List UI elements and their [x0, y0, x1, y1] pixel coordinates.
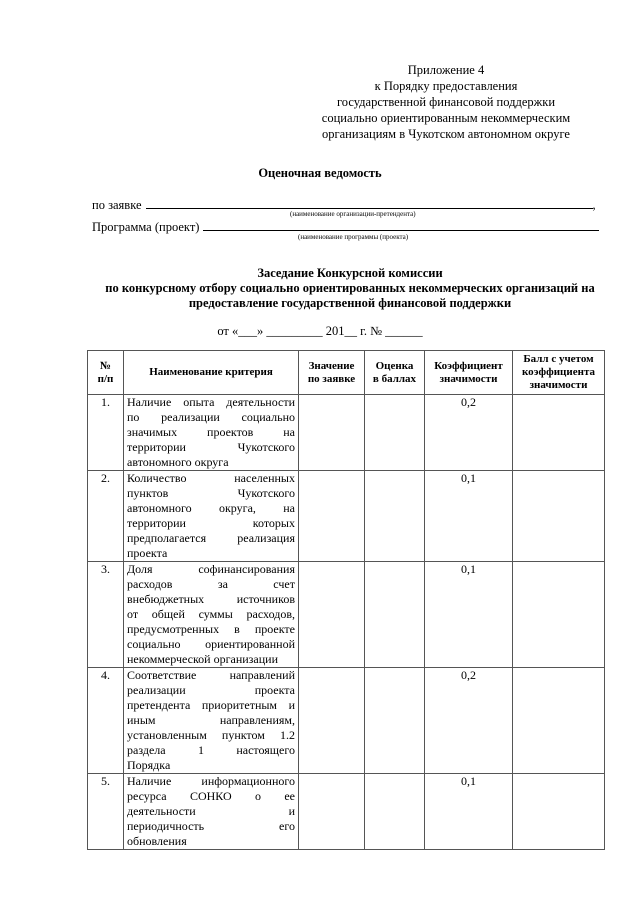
criterion-line: значимых проектов на: [127, 425, 295, 439]
criterion-line: проекта: [127, 546, 168, 560]
row-criterion: [124, 668, 299, 774]
row-criterion: [124, 562, 299, 668]
row-coefficient: 0,2: [425, 395, 513, 471]
row-value: [299, 774, 365, 850]
row-value: [299, 395, 365, 471]
row-criterion: [124, 395, 299, 471]
row-score: [365, 395, 425, 471]
application-blank: [146, 196, 593, 209]
criterion-line: ресурса СОНКО о ее: [127, 789, 295, 803]
row-number: 3.: [88, 562, 124, 668]
evaluation-table: [87, 350, 605, 850]
row-number: 2.: [88, 471, 124, 562]
criterion-line: Наличие информационного: [127, 774, 295, 788]
criterion-line: периодичность его: [127, 819, 295, 833]
appendix-line: к Порядку предоставления: [374, 79, 518, 93]
header-value: Значение по заявке: [299, 351, 365, 395]
row-criterion: [124, 471, 299, 562]
row-criterion: [124, 774, 299, 850]
header-criterion: Наименование критерия: [124, 351, 299, 395]
criterion-line: от общей суммы расходов,: [127, 607, 295, 621]
criterion-line: внебюджетных источников: [127, 592, 295, 606]
row-value: [299, 562, 365, 668]
row-weighted: [513, 668, 605, 774]
criterion-line: Количество населенных: [127, 471, 295, 485]
criterion-line: Соответствие направлений: [127, 668, 295, 682]
header-num: № п/п: [88, 351, 124, 395]
appendix-line: Приложение 4: [407, 63, 485, 77]
table-row: [88, 471, 605, 562]
criterion-line: пунктов Чукотского: [127, 486, 295, 500]
appendix-line: государственной финансовой поддержки: [336, 95, 556, 109]
header-weighted: Балл с учетом коэффициента значимости: [513, 351, 605, 395]
row-weighted: [513, 395, 605, 471]
table-row: [88, 562, 605, 668]
criterion-line: территории которых: [127, 516, 295, 530]
row-score: [365, 471, 425, 562]
criterion-line: территории Чукотского: [127, 440, 295, 454]
row-number: 5.: [88, 774, 124, 850]
row-value: [299, 471, 365, 562]
criterion-line: деятельности и: [127, 804, 295, 818]
row-coefficient: 0,1: [425, 471, 513, 562]
meeting-line: предоставление государственной финансовой поддержки: [188, 296, 512, 310]
criterion-line: Доля софинансирования: [127, 562, 295, 576]
table-row: [88, 395, 605, 471]
criterion-line: расходов за счет: [127, 577, 295, 591]
row-weighted: [513, 774, 605, 850]
document-title: Оценочная ведомость: [258, 166, 382, 180]
criterion-line: предполагается реализация: [127, 531, 295, 545]
criterion-line: некоммерческой организации: [127, 652, 279, 666]
meeting-heading: [60, 266, 640, 311]
meeting-date-line: от «___» _________ 201__ г. № ______: [217, 324, 423, 338]
criterion-line: раздела 1 настоящего: [127, 743, 295, 757]
table-row: [88, 668, 605, 774]
criterion-line: установленным пунктом 1.2: [127, 728, 295, 742]
row-number: 4.: [88, 668, 124, 774]
appendix-line: организациям в Чукотском автономном округе: [322, 127, 570, 141]
header-coefficient: Коэффициент значимости: [425, 351, 513, 395]
table-row: [88, 774, 605, 850]
application-label: по заявке: [92, 198, 142, 212]
header-score: Оценка в баллах: [365, 351, 425, 395]
program-label: Программа (проект): [92, 220, 200, 234]
meeting-line: Заседание Конкурсной комиссии: [257, 266, 443, 280]
criterion-line: по реализации социально: [127, 410, 295, 424]
row-coefficient: 0,1: [425, 774, 513, 850]
row-coefficient: 0,2: [425, 668, 513, 774]
criterion-line: иным направлениям,: [127, 713, 295, 727]
row-value: [299, 668, 365, 774]
criterion-line: предусмотренных в проекте: [127, 622, 295, 636]
row-number: 1.: [88, 395, 124, 471]
meeting-line: по конкурсному отбору социально ориентированных некоммерческих организаций на: [105, 281, 595, 295]
appendix-line: социально ориентированным некоммерческим: [321, 111, 571, 125]
program-hint: (наименование программы (проекта): [298, 233, 409, 241]
criterion-line: социально ориентированной: [127, 637, 295, 651]
criterion-line: автономного округа, на: [127, 501, 295, 515]
application-end: ,: [592, 198, 596, 212]
criterion-line: Наличие опыта деятельности: [127, 395, 295, 409]
row-coefficient: 0,1: [425, 562, 513, 668]
criterion-line: претендента приоритетным и: [127, 698, 295, 712]
program-blank: [203, 218, 599, 231]
table-header-row: [88, 351, 605, 395]
row-score: [365, 668, 425, 774]
application-hint: (наименование организации-претендента): [290, 210, 416, 218]
criterion-line: автономного округа: [127, 455, 229, 469]
row-weighted: [513, 562, 605, 668]
criterion-line: обновления: [127, 834, 187, 848]
criterion-line: реализации проекта: [127, 683, 295, 697]
criterion-line: Порядка: [127, 758, 171, 772]
row-score: [365, 774, 425, 850]
appendix-block: [296, 62, 596, 142]
row-score: [365, 562, 425, 668]
row-weighted: [513, 471, 605, 562]
table-body: [88, 395, 605, 850]
